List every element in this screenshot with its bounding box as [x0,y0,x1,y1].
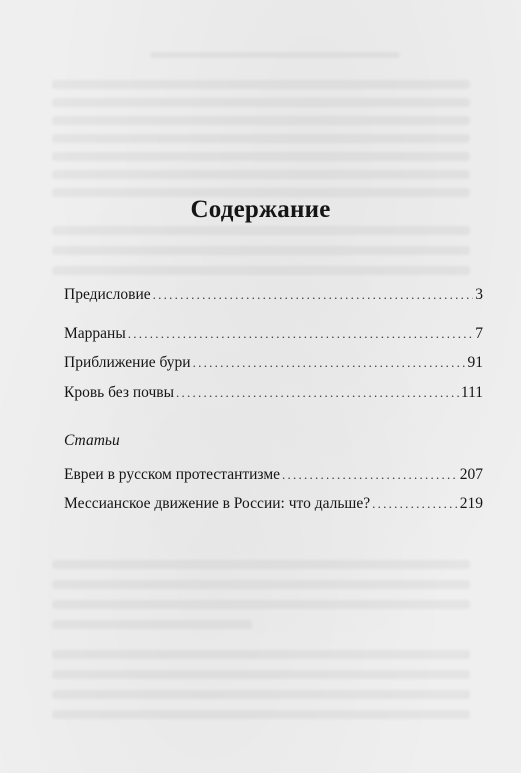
bleed-through-line [52,600,470,609]
bleed-through-line [52,152,470,161]
dot-leader [153,286,474,304]
toc-entry-label: Предисловие [64,286,151,303]
toc-entry-label: Кровь без почвы [64,384,175,401]
toc-entry-preface[interactable] [64,286,483,304]
section-heading-articles: Статьи [64,432,120,449]
toc-entry-messianic-movement[interactable] [64,495,483,513]
toc-entry-page: 207 [459,466,483,483]
bleed-through-line [52,580,470,589]
bleed-through-line [52,620,252,629]
toc-entry-label: Евреи в русском протестантизме [64,466,281,483]
toc-entry-jews-in-protestantism[interactable] [64,466,483,484]
bleed-through-line [52,226,470,235]
bleed-through-line [52,134,470,143]
toc-entry-page: 7 [475,325,483,342]
toc-entry-page: 111 [460,384,483,401]
toc-entry-page: 219 [459,495,483,512]
bleed-through-line [52,650,470,659]
dot-leader [193,354,466,372]
bleed-through-line [52,98,470,107]
bleed-through-line [52,670,470,679]
toc-entry-label: Мессианское движение в России: что дальше? [64,495,371,512]
toc-entry-marranos[interactable] [64,325,483,343]
dot-leader [176,384,459,402]
bleed-through-line [150,52,400,58]
bleed-through-line [52,690,470,699]
bleed-through-line [52,246,470,255]
toc-entry-label: Приближение бури [64,354,191,371]
dot-leader [282,466,458,484]
bleed-through-line [52,170,470,179]
bleed-through-line [52,80,470,89]
dot-leader [128,325,473,343]
toc-entry-approaching-storm[interactable] [64,354,483,372]
bleed-through-line [52,266,470,275]
bleed-through-line [52,710,470,719]
toc-entry-page: 3 [475,286,483,303]
dot-leader [372,495,458,513]
page-title: Содержание [190,196,331,223]
bleed-through-line [52,560,470,569]
bleed-through-line [52,116,470,125]
toc-entry-page: 91 [467,354,483,371]
toc-entry-label: Марраны [64,325,126,342]
toc-entry-blood-without-soil[interactable] [64,384,483,402]
